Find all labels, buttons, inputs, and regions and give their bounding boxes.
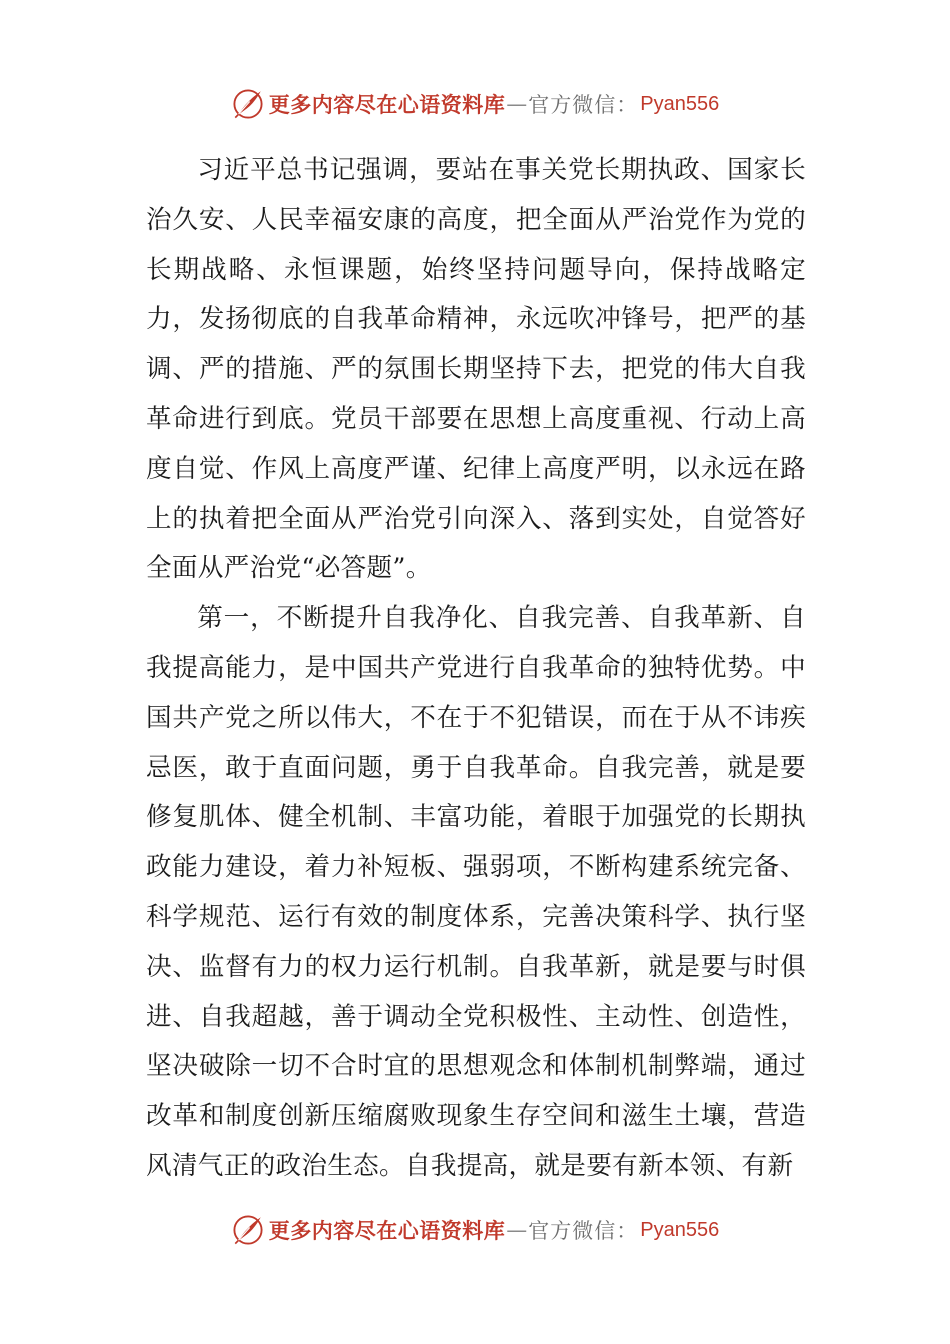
watermark-site-name: 更多内容尽在心语资料库 xyxy=(268,1218,506,1243)
paragraph-intro: 习近平总书记强调，要站在事关党长期执政、国家长治久安、人民幸福安康的高度，把全面从严治党作为党的长期战略、永恒课题，始终坚持问题导向，保持战略定力，发扬彻底的自我革命精神，永远吹冲锋号，把严的基调、严的措施、严的氛围长期坚持下去，把党的伟大自我革命进行到底。党员干部要在思想上高度重视、行动上高度自觉、作风上高度严谨、纪律上高度严明，以永远在路上的执着把全面从严治党引向深入、落到实处，自觉答好全面从严治党“必答题”。 xyxy=(146,155,806,584)
watermark-wechat-id: Pyan556 xyxy=(640,1218,720,1241)
watermark-wechat-label: 官方微信： xyxy=(528,93,639,117)
watermark-site-name: 更多内容尽在心语资料库 xyxy=(268,92,506,117)
watermark-dash: — xyxy=(506,92,528,116)
footer-watermark xyxy=(0,1208,950,1252)
watermark-wechat-id: Pyan556 xyxy=(640,92,720,115)
paragraph-first-point: 第一，不断提升自我净化、自我完善、自我革新、自我提高能力，是中国共产党进行自我革命的独特优势。中国共产党之所以伟大，不在于不犯错误，而在于从不讳疾忌医，敢于直面问题，勇于自我革命。自我完善，就是要修复肌体、健全机制、丰富功能，着眼于加强党的长期执政能力建设，着力补短板、强弱项，不断构建系统完备、科学规范、运行有效的制度体系，完善决策科学、执行坚决、监督有力的权力运行机制。自我革新，就是要与时俱进、自我超越，善于调动全党积极性、主动性、创造性，坚决破除一切不合时宜的思想观念和体制机制弊端，通过改革和制度创新压缩腐败现象生存空间和滋生土壤，营造风清气正的政治生态。自我提高，就是要有新本领、有新 xyxy=(146,603,806,1181)
document-body xyxy=(146,146,806,1192)
header-watermark xyxy=(0,82,950,126)
watermark-wechat-label: 官方微信： xyxy=(528,1219,639,1243)
quill-pen-logo-icon xyxy=(231,1213,265,1247)
watermark-dash: — xyxy=(506,1218,528,1242)
quill-pen-logo-icon xyxy=(231,87,265,121)
